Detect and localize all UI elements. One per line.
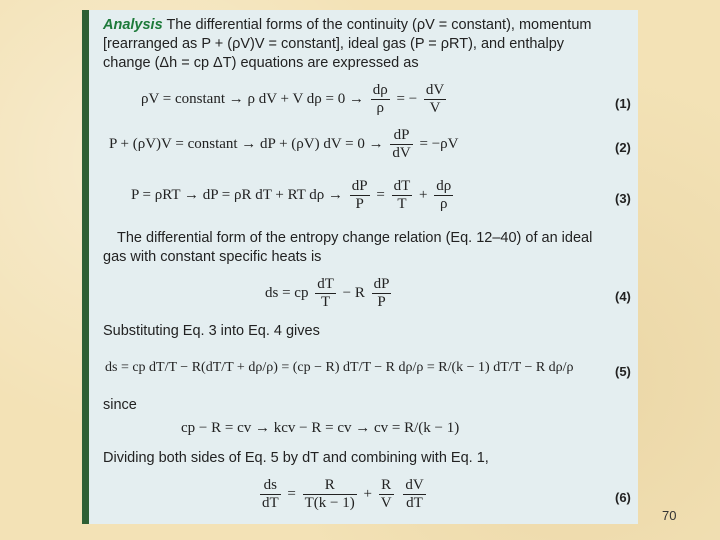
equation-5: ds = cp dT/T − R(dT/T + dρ/ρ) = (cp − R) dT/T − R dρ/ρ = R/(k − 1) dT/T − R dρ/ρ [105, 360, 574, 375]
paragraph-line: Dividing both sides of Eq. 5 by dT and combining with Eq. 1, [103, 450, 489, 466]
equation-6: $\frac{ds}{dT}$ = $\frac{R}{T(k - 1)}$ + $\frac{R}{V}$ $\frac{dV}{dT}$ [262, 477, 424, 511]
equation-number: (6) [615, 490, 631, 505]
analysis-label: Analysis [103, 17, 163, 33]
equation-number: (4) [615, 289, 631, 304]
page-number: 70 [662, 508, 677, 523]
equation-number: (5) [615, 364, 631, 379]
paragraph-line: The differential form of the entropy change relation (Eq. 12–40) of an ideal [117, 230, 593, 246]
paragraph-line: [rearranged as P + (ρV)V = constant], ideal gas (P = ρRT), and enthalpy [103, 36, 565, 52]
textbook-excerpt [82, 10, 638, 524]
equation-number: (2) [615, 140, 631, 155]
paragraph-line: gas with constant specific heats is [103, 249, 322, 265]
paragraph-line: change (Δh = cp ΔT) equations are expressed as [103, 55, 419, 71]
equation-3: P = ρRT → dP = ρR dT + RT dρ → $\frac{dP}{P}$ = $\frac{dT}{T}$ + $\frac{d\rho}{\rho}$ [131, 178, 452, 212]
paragraph-line: Substituting Eq. 3 into Eq. 4 gives [103, 323, 320, 339]
equation-1: ρV = constant → ρ dV + V dρ = 0 → $\frac{d\rho}{\rho}$ = − $\frac{dV}{V}$ [141, 82, 445, 116]
equation-4: ds = cp $\frac{dT}{T}$ − R $\frac{dP}{P}$ [265, 276, 390, 310]
equation-since: cp − R = cv → kcv − R = cv → cv = R/(k − 1) [181, 420, 460, 436]
equation-number: (1) [615, 96, 631, 111]
paragraph-line: since [103, 397, 137, 413]
equation-2: P + (ρV)V = constant → dP + (ρV) dV = 0 → $\frac{dP}{dV}$ = −ρV [109, 127, 459, 161]
paragraph-line: Analysis The differential forms of the continuity (ρV = constant), momentum [103, 17, 592, 33]
equation-number: (3) [615, 191, 631, 206]
